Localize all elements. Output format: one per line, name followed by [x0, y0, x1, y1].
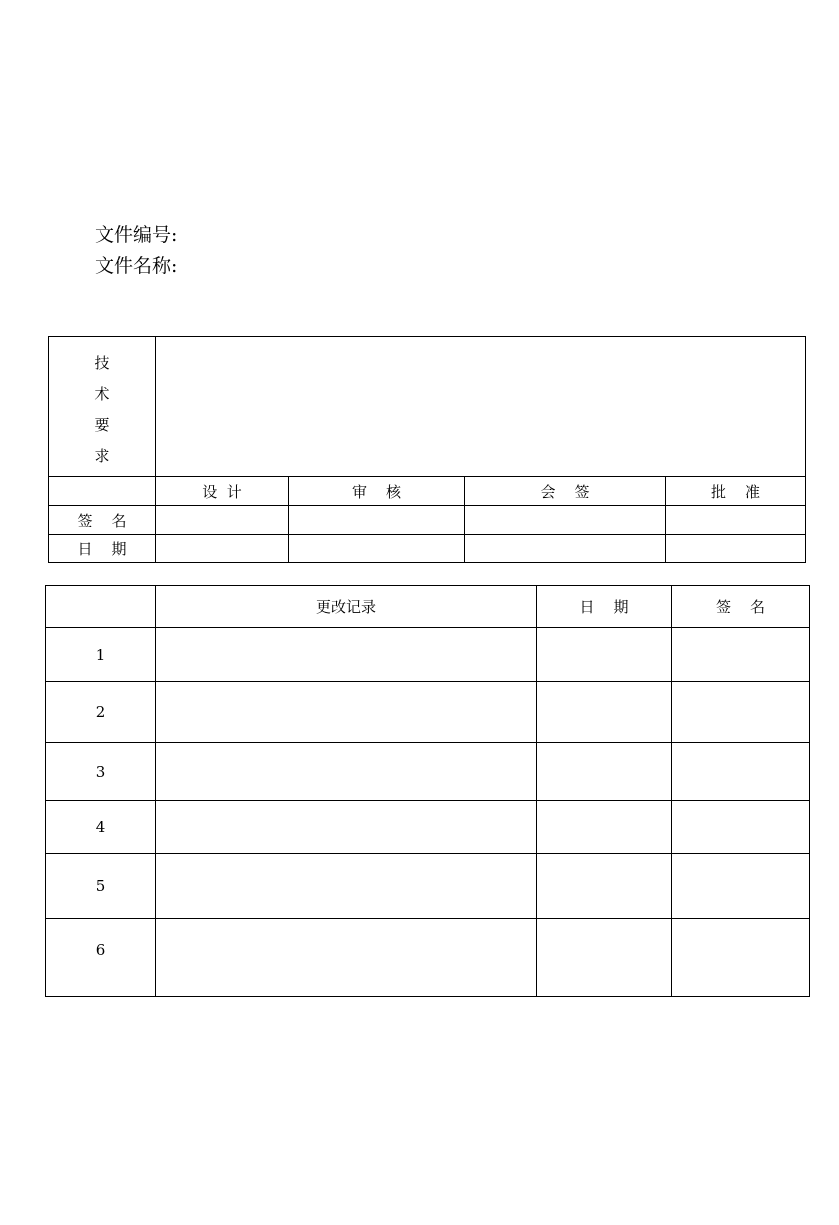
- doc-name-label: [95, 251, 177, 278]
- change-description-cell[interactable]: [156, 682, 537, 743]
- change-sign-cell[interactable]: [672, 628, 810, 682]
- date-countersign-cell[interactable]: [465, 535, 666, 563]
- empty-corner-cell: [49, 477, 156, 506]
- change-sign-cell[interactable]: [672, 919, 810, 997]
- date-row: [49, 535, 806, 563]
- change-row-number: 3: [46, 743, 156, 801]
- tech-req-char: 要: [94, 415, 110, 434]
- change-row-number: 2: [46, 682, 156, 743]
- role-review: 审 核: [289, 477, 465, 506]
- change-date-cell[interactable]: [537, 682, 672, 743]
- role-countersign: 会 签: [465, 477, 666, 506]
- change-date-cell[interactable]: [537, 919, 672, 997]
- doc-number-text: 文件编号:: [95, 224, 178, 246]
- change-row: [46, 919, 810, 997]
- change-row: [46, 628, 810, 682]
- change-record-table: [45, 585, 810, 997]
- change-date-header: 日 期: [537, 586, 672, 628]
- change-row-number: 6: [46, 919, 156, 997]
- tech-req-char: 求: [94, 446, 110, 465]
- tech-requirement-label: [49, 337, 156, 477]
- doc-name-text: 文件名称:: [95, 255, 178, 277]
- change-row-number: 5: [46, 854, 156, 919]
- change-description-cell[interactable]: [156, 628, 537, 682]
- signature-countersign-cell[interactable]: [465, 506, 666, 535]
- signature-design-cell[interactable]: [156, 506, 289, 535]
- signature-review-cell[interactable]: [289, 506, 465, 535]
- change-sign-cell[interactable]: [672, 801, 810, 854]
- change-header-row: [46, 586, 810, 628]
- tech-req-char: 技: [94, 353, 110, 372]
- change-sign-header: 签 名: [672, 586, 810, 628]
- change-row-number: 1: [46, 628, 156, 682]
- change-row: [46, 743, 810, 801]
- change-row: [46, 801, 810, 854]
- tech-requirement-row: [49, 337, 806, 477]
- change-date-cell[interactable]: [537, 801, 672, 854]
- date-label: 日 期: [49, 535, 156, 563]
- role-design: 设 计: [156, 477, 289, 506]
- approval-table: [48, 336, 806, 563]
- tech-requirement-field[interactable]: [156, 337, 806, 477]
- change-record-title: 更改记录: [156, 586, 537, 628]
- change-description-cell[interactable]: [156, 801, 537, 854]
- change-description-cell[interactable]: [156, 743, 537, 801]
- signature-label: 签 名: [49, 506, 156, 535]
- change-description-cell[interactable]: [156, 919, 537, 997]
- change-description-cell[interactable]: [156, 854, 537, 919]
- change-sign-cell[interactable]: [672, 854, 810, 919]
- date-review-cell[interactable]: [289, 535, 465, 563]
- change-row-number: 4: [46, 801, 156, 854]
- change-sign-cell[interactable]: [672, 743, 810, 801]
- tech-req-char: 术: [94, 384, 110, 403]
- date-approve-cell[interactable]: [666, 535, 806, 563]
- change-date-cell[interactable]: [537, 743, 672, 801]
- signature-row: [49, 506, 806, 535]
- date-design-cell[interactable]: [156, 535, 289, 563]
- doc-number-label: [95, 220, 177, 247]
- change-row: [46, 682, 810, 743]
- role-header-row: [49, 477, 806, 506]
- role-approve: 批 准: [666, 477, 806, 506]
- change-number-header: [46, 586, 156, 628]
- change-row: [46, 854, 810, 919]
- change-date-cell[interactable]: [537, 854, 672, 919]
- change-sign-cell[interactable]: [672, 682, 810, 743]
- change-date-cell[interactable]: [537, 628, 672, 682]
- signature-approve-cell[interactable]: [666, 506, 806, 535]
